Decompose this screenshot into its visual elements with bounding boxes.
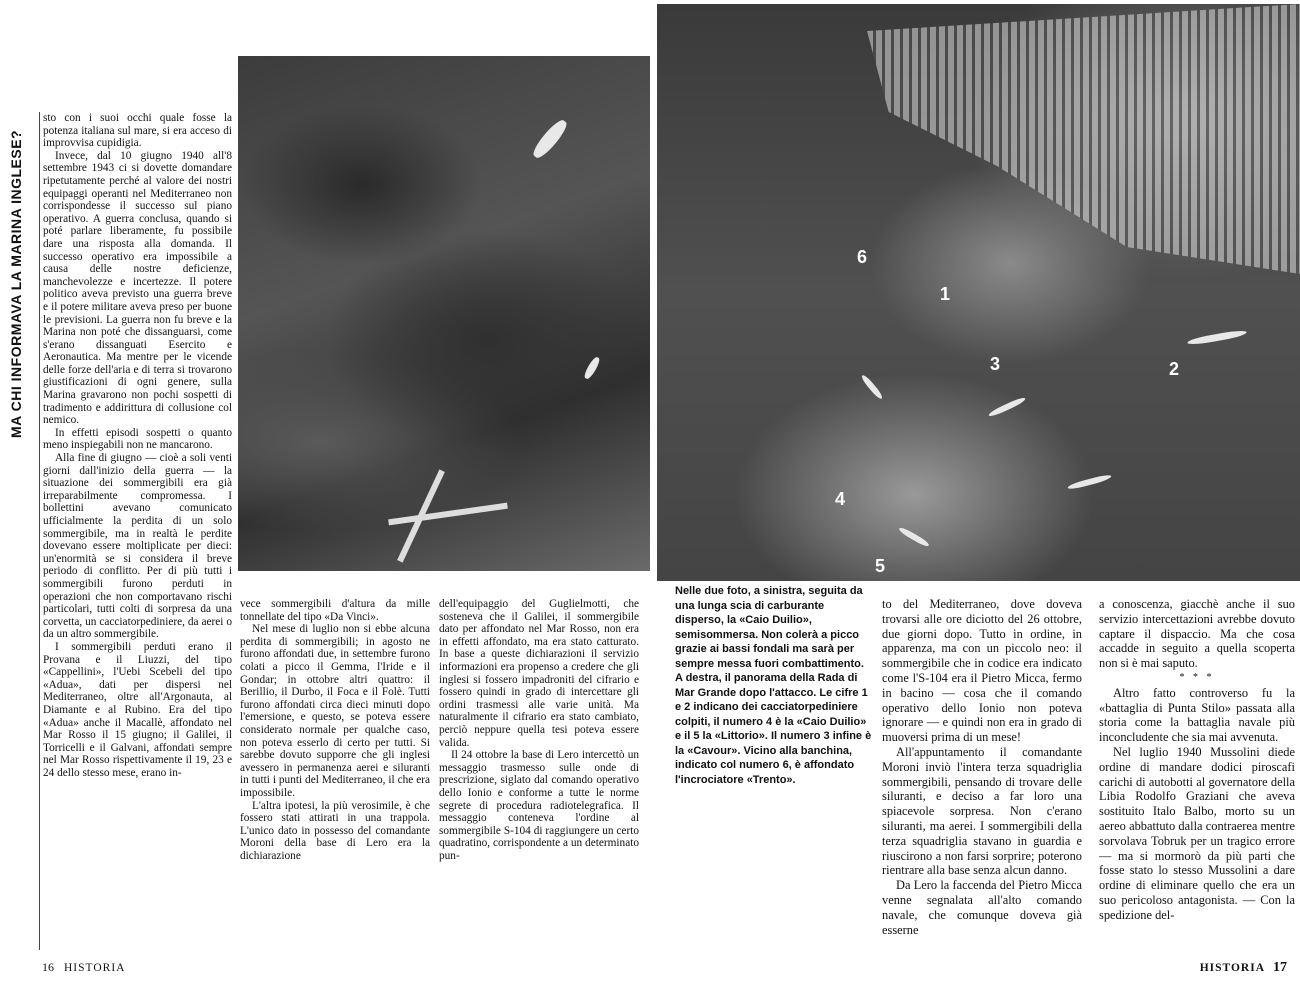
- text-column-2: [240, 598, 430, 950]
- paragraph: Da Lero la faccenda del Pietro Micca venne segnalata all'alto comando navale, che comunque doveva già esserne: [882, 878, 1082, 937]
- paragraph: All'appuntamento il comandante Moroni inviò l'intera terza squadriglia sommergibili, pensando di trovare delle siluranti, e deciso a far loro una spiacevole sorpresa. Non c'erano siluranti, ma aerei. I sommergibili della terza squadriglia stavano in guardia e riuscirono a non farsi sorprire; poterono rientrare alla base senza alcun danno.: [882, 744, 1082, 878]
- paragraph: Invece, dal 10 giugno 1940 all'8 settembre 1943 ci si dovette domandare ripetutamente perché al valore dei nostri equipaggi operanti nel Mediterraneo non corrispondesse il successo sul piano operativo. A guerra conclusa, quando si poté parlare liberamente, fu possibile dare una risposta alla domanda. Il successo operativo era impossibile a causa delle nostre deficienze, manchevolezze e incertezze. Il potere politico aveva previsto una guerra breve e il potere militare aveva preso per buone le previsioni. La guerra non fu breve e la Marina non poté che dissanguarsi, come s'erano dissanguati Esercito e Aeronautica. Ma mentre per le vicende delle forze dell'aria e di terra si trovarono giustificazioni di ogni genere, sulla Marina gravarono non pochi sospetti di tradimento e addirittura di collusione col nemico.: [43, 149, 232, 427]
- pier-shape: [388, 503, 508, 526]
- paragraph: to del Mediterraneo, dove doveva trovarsi alle ore diciotto del 26 ottobre, due giorni dopo. Tutto in ordine, in apparenza, ma con un piccolo neo: il sommergibile che in codice era indicato come l'S-104 era il Pietro Micca, fermo in bacino — cosa che il comando operativo dello Ionio non poteva ignorare — e quindi non era in grado di muoversi prima di un mese!: [882, 597, 1082, 745]
- paragraph: In effetti episodi sospetti o quanto meno inspiegabili non ne mancarono.: [43, 426, 232, 452]
- ship-shape: [583, 356, 602, 381]
- photo-number-2: 2: [1169, 359, 1180, 379]
- text-column-1: [39, 112, 232, 950]
- page-number: 16: [42, 960, 54, 974]
- paragraph: I sommergibili perduti erano il Provana e il Liuzzi, del tipo «Cappellini», l'Uebi Scebeli del tipo «Adua», dati per dispersi nel Mediterraneo, oltre all'Argonauta, al Diamante e al Rubino. Era del tipo «Adua» anche il Macallè, affondato nel Mar Rosso il 15 giugno; il Galilei, il Torricelli e il Galvani, affondati sempre nel Mar Rosso rispettivamente il 19, 23 e 24 dello stesso mese, erano in-: [43, 640, 232, 779]
- ship-shape: [860, 374, 884, 401]
- text-column-5: [1099, 597, 1295, 957]
- magazine-name: HISTORIA: [1199, 962, 1265, 974]
- text-column-4: [882, 597, 1082, 957]
- aerial-photo-caio-duilio: [238, 56, 650, 571]
- paragraph: Altro fatto controverso fu la «battaglia di Punta Stilo» passata alla storia come la battaglia navale più inconcludente che sia mai avvenuta.: [1099, 685, 1295, 745]
- running-head-text: MA CHI INFORMAVA LA MARINA INGLESE?: [8, 129, 24, 438]
- photo-number-4: 4: [835, 489, 846, 509]
- photo-number-1: 1: [940, 284, 951, 304]
- page-number: 17: [1273, 960, 1287, 975]
- aerial-photo-mar-grande: [657, 4, 1300, 581]
- paragraph: Alla fine di giugno — cioè a soli venti giorni dall'inizio della guerra — la situazione dei sommergibili era già irreparabilmente compromessa. I bollettini avevano comunicato ufficialmente la perdita di un solo sommergibile, ma in realtà le perdite dovevano essere moltiplicate per dieci: un'enormità se si considera il breve periodo di conflitto. Per di più tutti i sommergibili furono perduti in operazioni che non comportavano rischi particolari, tutti colti di sorpresa da una corvetta, un cacciatorpediniere, da aerei o da un altro sommergibile.: [43, 452, 232, 641]
- running-head: [8, 108, 26, 438]
- magazine-name: HISTORIA: [64, 962, 126, 974]
- paragraph: Nel mese di luglio non si ebbe alcuna perdita di sommergibili; in agosto ne furono affondati due, in settembre furono colati a picco il Gemma, l'Iride e il Gondar; in ottobre altri quattro: il Berillio, il Durbo, il Foca e il Folè. Tutti furono affondati circa dieci minuti dopo l'emersione, e questo, se poteva essere considerato normale per qualche caso, non poteva esserlo di certo per tutti. Si sarebbe dovuto supporre che gli inglesi avessero in permanenza aerei e siluranti in tutti i punti del Mediterraneo, il che era impossibile.: [240, 623, 430, 799]
- ship-shape: [530, 117, 570, 161]
- city-blocks: [867, 4, 1300, 274]
- section-separator: * * *: [1179, 671, 1215, 683]
- paragraph: vece sommergibili d'altura da mille tonnellate del tipo «Da Vinci».: [240, 598, 430, 623]
- text-column-3: [439, 598, 639, 950]
- photo-number-6: 6: [857, 247, 868, 267]
- ship-shape: [988, 396, 1027, 418]
- paragraph: L'altra ipotesi, la più verosimile, è che fossero stati attirati in una trappola. L'unico dato in possesso del comandante Moroni della base di Lero era la dichiarazione: [240, 799, 430, 862]
- photo-number-3: 3: [990, 354, 1001, 374]
- photo-number-5: 5: [875, 556, 886, 576]
- paragraph: dell'equipaggio del Guglielmotti, che sosteneva che il Galilei, il sommergibile dato per affondato nel Mar Rosso, non era in effetti affondato, ma era stato catturato. In base a queste dichiarazioni il servizio informazioni era propenso a credere che gli inglesi si fossero impadroniti del cifrario e fossero quindi in grado di intercettare gli ordini trasmessi alle varie unità. Ma naturalmente il cifrario era stato cambiato, perciò neppure quella tesi poteva essere valida.: [439, 598, 639, 749]
- ship-shape: [898, 526, 930, 548]
- ship-shape: [1067, 473, 1112, 490]
- paragraph: a conoscenza, giacchè anche il suo servizio intercettazioni avrebbe dovuto captare il dispaccio. Ma che cosa accadde in seguito a quella scoperta non si è mai saputo.: [1099, 597, 1295, 671]
- right-page: [650, 0, 1300, 993]
- folio-left: [42, 960, 125, 975]
- folio-right: [1200, 960, 1287, 976]
- paragraph: Il 24 ottobre la base di Lero intercettò un messaggio trasmesso sulle onde di prescrizione, siglato dal comando operativo dello Ionio e conforme a tutte le norme segrete di procedura radiotelegrafica. Il messaggio conteneva l'ordine al sommergibile S-104 di raggiungere un certo quadratino, corrispondente a un determinato pun-: [439, 749, 639, 862]
- photo-caption: Nelle due foto, a sinistra, seguita da una lunga scia di carburante disperso, la «Caio Duilio», semisommersa. Non colerà a picco grazie ai bassi fondali ma sarà per sempre messa fuori combattimento. A destra, il panorama della Rada di Mar Grande dopo l'attacco. Le cifre 1 e 2 indicano dei cacciatorpediniere colpiti, il numero 4 è la «Caio Duilio» e il 5 la «Littorio». Il numero 3 infine è la «Cavour». Vicino alla banchina, indicato col numero 6, è affondato l'incrociatore «Trento».: [675, 585, 872, 786]
- paragraph: Nel luglio 1940 Mussolini diede ordine di mandare dodici piroscafi carichi di autobotti al governatore della Libia Rodolfo Graziani che aveva sostituito Italo Balbo, morto su un aereo abbattuto dalla contraerea mentre sorvolava Tobruk per un tragico errore — ma si mormorò da più parti che fosse stato lo stesso Mussolini a dare ordine di eliminare quello che era un suo pericoloso antagonista. — Con la spedizione del-: [1099, 744, 1295, 922]
- ship-shape: [1187, 329, 1247, 346]
- paragraph: sto con i suoi occhi quale fosse la potenza italiana sul mare, si era acceso di improvvisa cupidigia.: [43, 112, 232, 150]
